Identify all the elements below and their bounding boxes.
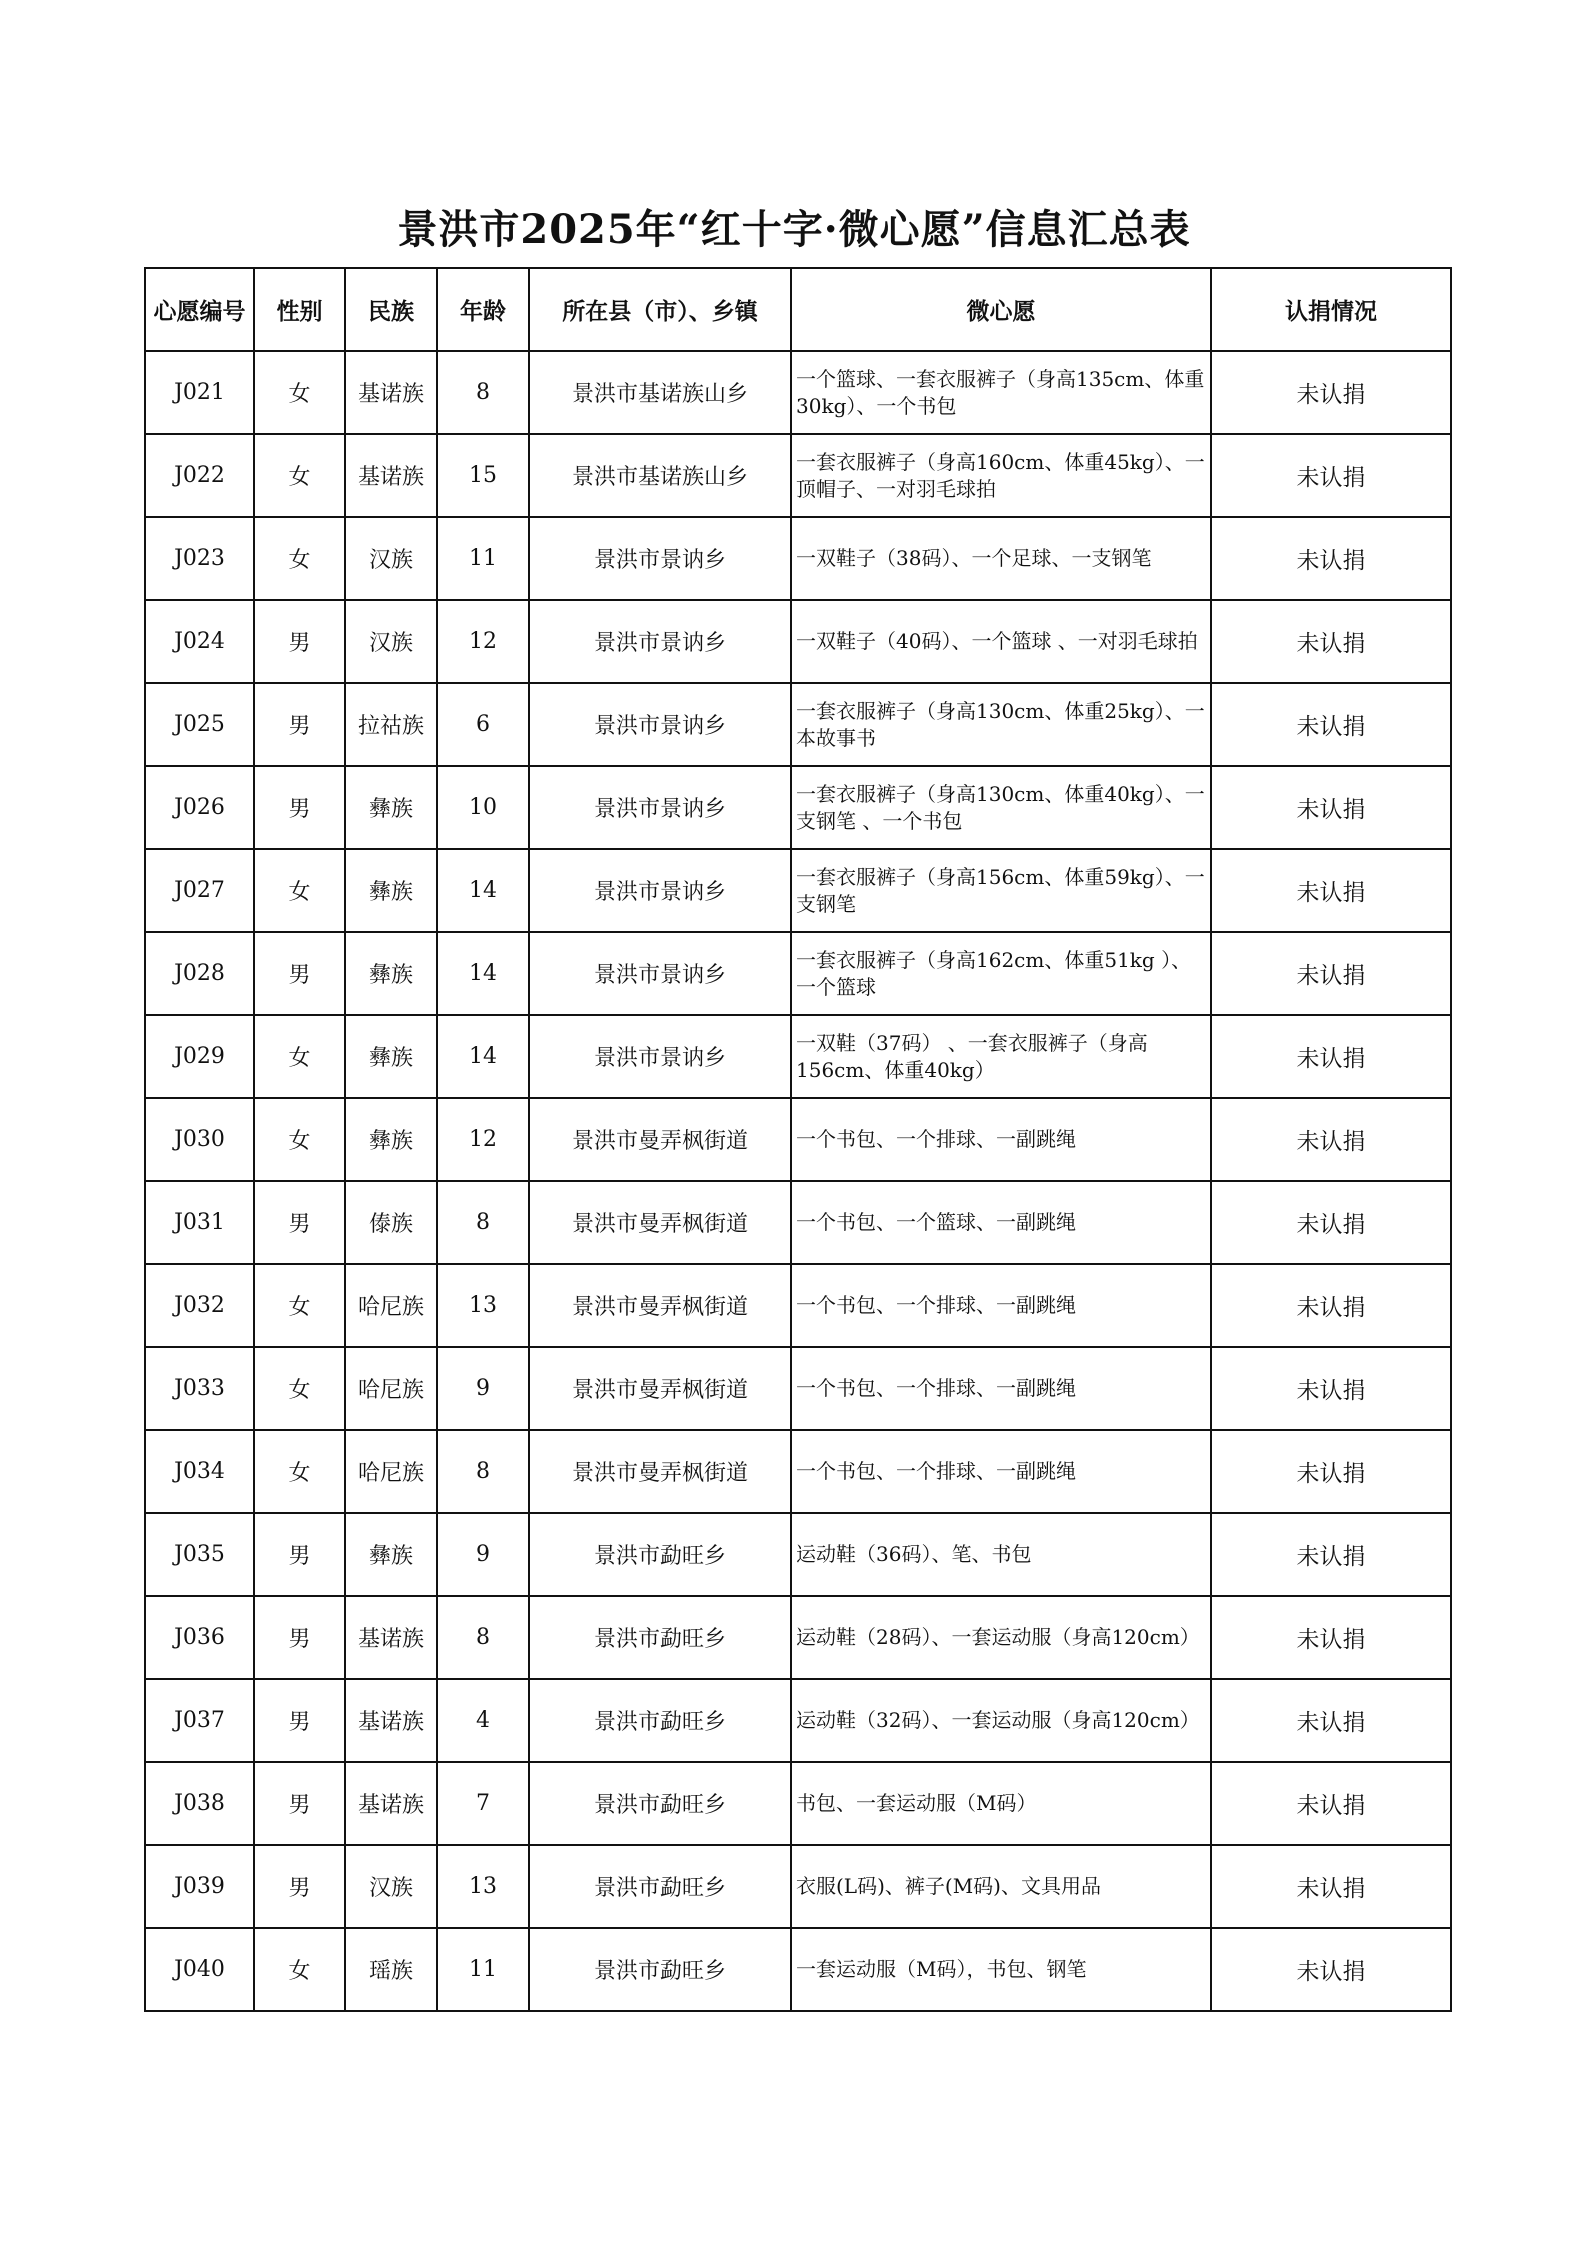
table-row bbox=[145, 1679, 1451, 1762]
cell-gender: 女 bbox=[254, 1928, 345, 2011]
cell-ethnicity: 基诺族 bbox=[345, 351, 437, 434]
table-row bbox=[145, 1015, 1451, 1098]
cell-status: 未认捐 bbox=[1211, 932, 1451, 1015]
header-gender: 性别 bbox=[254, 268, 345, 351]
cell-gender: 男 bbox=[254, 1181, 345, 1264]
cell-wish-id: J030 bbox=[145, 1098, 254, 1181]
cell-status: 未认捐 bbox=[1211, 434, 1451, 517]
cell-ethnicity: 基诺族 bbox=[345, 1762, 437, 1845]
table-row bbox=[145, 1596, 1451, 1679]
table-row bbox=[145, 1928, 1451, 2011]
cell-wish-id: J035 bbox=[145, 1513, 254, 1596]
table-row bbox=[145, 683, 1451, 766]
cell-wish-id: J034 bbox=[145, 1430, 254, 1513]
cell-age: 8 bbox=[437, 351, 529, 434]
cell-location: 景洪市曼弄枫街道 bbox=[529, 1347, 791, 1430]
cell-status: 未认捐 bbox=[1211, 351, 1451, 434]
header-age: 年龄 bbox=[437, 268, 529, 351]
cell-gender: 女 bbox=[254, 849, 345, 932]
cell-wish: 一个篮球、一套衣服裤子（身高135cm、体重30kg）、一个书包 bbox=[791, 351, 1211, 434]
cell-ethnicity: 傣族 bbox=[345, 1181, 437, 1264]
table-row bbox=[145, 434, 1451, 517]
cell-age: 13 bbox=[437, 1264, 529, 1347]
cell-wish: 运动鞋（36码）、笔、书包 bbox=[791, 1513, 1211, 1596]
cell-wish: 一双鞋子（40码）、一个篮球 、一对羽毛球拍 bbox=[791, 600, 1211, 683]
table-row bbox=[145, 766, 1451, 849]
cell-location: 景洪市景讷乡 bbox=[529, 766, 791, 849]
cell-wish: 一个书包、一个排球、一副跳绳 bbox=[791, 1430, 1211, 1513]
cell-location: 景洪市勐旺乡 bbox=[529, 1762, 791, 1845]
table-row bbox=[145, 351, 1451, 434]
cell-wish-id: J038 bbox=[145, 1762, 254, 1845]
cell-gender: 女 bbox=[254, 434, 345, 517]
cell-wish-id: J029 bbox=[145, 1015, 254, 1098]
cell-age: 14 bbox=[437, 1015, 529, 1098]
header-status: 认捐情况 bbox=[1211, 268, 1451, 351]
cell-wish: 书包、一套运动服（M码） bbox=[791, 1762, 1211, 1845]
table-row bbox=[145, 1845, 1451, 1928]
cell-status: 未认捐 bbox=[1211, 1845, 1451, 1928]
cell-age: 8 bbox=[437, 1596, 529, 1679]
cell-gender: 女 bbox=[254, 1430, 345, 1513]
cell-ethnicity: 基诺族 bbox=[345, 434, 437, 517]
cell-wish-id: J032 bbox=[145, 1264, 254, 1347]
cell-ethnicity: 汉族 bbox=[345, 600, 437, 683]
cell-wish: 一套衣服裤子（身高162cm、体重51kg ）、一个篮球 bbox=[791, 932, 1211, 1015]
cell-ethnicity: 基诺族 bbox=[345, 1596, 437, 1679]
cell-location: 景洪市勐旺乡 bbox=[529, 1513, 791, 1596]
cell-gender: 男 bbox=[254, 1845, 345, 1928]
cell-wish-id: J025 bbox=[145, 683, 254, 766]
table-row bbox=[145, 1430, 1451, 1513]
cell-ethnicity: 瑶族 bbox=[345, 1928, 437, 2011]
cell-location: 景洪市景讷乡 bbox=[529, 683, 791, 766]
cell-gender: 女 bbox=[254, 1098, 345, 1181]
table-row bbox=[145, 1264, 1451, 1347]
cell-age: 12 bbox=[437, 1098, 529, 1181]
cell-status: 未认捐 bbox=[1211, 1513, 1451, 1596]
cell-age: 9 bbox=[437, 1347, 529, 1430]
table-row bbox=[145, 1347, 1451, 1430]
cell-wish-id: J022 bbox=[145, 434, 254, 517]
cell-wish: 衣服(L码)、裤子(M码)、文具用品 bbox=[791, 1845, 1211, 1928]
cell-location: 景洪市勐旺乡 bbox=[529, 1928, 791, 2011]
cell-ethnicity: 彝族 bbox=[345, 1513, 437, 1596]
cell-wish: 一套衣服裤子（身高156cm、体重59kg）、一支钢笔 bbox=[791, 849, 1211, 932]
cell-location: 景洪市曼弄枫街道 bbox=[529, 1430, 791, 1513]
cell-ethnicity: 彝族 bbox=[345, 849, 437, 932]
cell-age: 14 bbox=[437, 932, 529, 1015]
cell-ethnicity: 彝族 bbox=[345, 1098, 437, 1181]
cell-location: 景洪市景讷乡 bbox=[529, 932, 791, 1015]
cell-wish-id: J028 bbox=[145, 932, 254, 1015]
cell-location: 景洪市曼弄枫街道 bbox=[529, 1098, 791, 1181]
cell-status: 未认捐 bbox=[1211, 1762, 1451, 1845]
cell-age: 15 bbox=[437, 434, 529, 517]
wish-summary-table bbox=[144, 267, 1452, 2012]
header-wish-id: 心愿编号 bbox=[145, 268, 254, 351]
cell-location: 景洪市景讷乡 bbox=[529, 600, 791, 683]
cell-gender: 男 bbox=[254, 1596, 345, 1679]
cell-ethnicity: 汉族 bbox=[345, 1845, 437, 1928]
cell-gender: 女 bbox=[254, 1347, 345, 1430]
cell-status: 未认捐 bbox=[1211, 683, 1451, 766]
cell-wish: 运动鞋（28码）、一套运动服（身高120cm） bbox=[791, 1596, 1211, 1679]
cell-wish: 一套运动服（M码），书包、钢笔 bbox=[791, 1928, 1211, 2011]
cell-wish: 一套衣服裤子（身高130cm、体重25kg）、一本故事书 bbox=[791, 683, 1211, 766]
cell-ethnicity: 拉祜族 bbox=[345, 683, 437, 766]
cell-status: 未认捐 bbox=[1211, 1596, 1451, 1679]
cell-wish: 一双鞋（37码） 、一套衣服裤子（身高156cm、体重40kg） bbox=[791, 1015, 1211, 1098]
table-header-row bbox=[145, 268, 1451, 351]
table-row bbox=[145, 600, 1451, 683]
cell-gender: 男 bbox=[254, 683, 345, 766]
cell-location: 景洪市曼弄枫街道 bbox=[529, 1181, 791, 1264]
cell-gender: 男 bbox=[254, 1513, 345, 1596]
cell-gender: 女 bbox=[254, 517, 345, 600]
cell-gender: 男 bbox=[254, 1762, 345, 1845]
cell-wish-id: J023 bbox=[145, 517, 254, 600]
cell-status: 未认捐 bbox=[1211, 600, 1451, 683]
cell-location: 景洪市基诺族山乡 bbox=[529, 351, 791, 434]
page-title: 景洪市2025年“红十字·微心愿”信息汇总表 bbox=[397, 206, 1191, 253]
table-row bbox=[145, 517, 1451, 600]
cell-age: 8 bbox=[437, 1430, 529, 1513]
cell-location: 景洪市勐旺乡 bbox=[529, 1679, 791, 1762]
cell-wish-id: J037 bbox=[145, 1679, 254, 1762]
cell-location: 景洪市景讷乡 bbox=[529, 849, 791, 932]
cell-location: 景洪市勐旺乡 bbox=[529, 1845, 791, 1928]
cell-age: 12 bbox=[437, 600, 529, 683]
cell-wish-id: J026 bbox=[145, 766, 254, 849]
cell-location: 景洪市勐旺乡 bbox=[529, 1596, 791, 1679]
cell-status: 未认捐 bbox=[1211, 1430, 1451, 1513]
cell-age: 11 bbox=[437, 517, 529, 600]
cell-ethnicity: 彝族 bbox=[345, 932, 437, 1015]
cell-location: 景洪市景讷乡 bbox=[529, 517, 791, 600]
cell-status: 未认捐 bbox=[1211, 517, 1451, 600]
cell-status: 未认捐 bbox=[1211, 1928, 1451, 2011]
cell-ethnicity: 汉族 bbox=[345, 517, 437, 600]
cell-age: 11 bbox=[437, 1928, 529, 2011]
cell-status: 未认捐 bbox=[1211, 1015, 1451, 1098]
cell-status: 未认捐 bbox=[1211, 1098, 1451, 1181]
cell-wish-id: J036 bbox=[145, 1596, 254, 1679]
cell-status: 未认捐 bbox=[1211, 1264, 1451, 1347]
cell-gender: 女 bbox=[254, 1264, 345, 1347]
cell-age: 10 bbox=[437, 766, 529, 849]
cell-location: 景洪市基诺族山乡 bbox=[529, 434, 791, 517]
cell-gender: 男 bbox=[254, 766, 345, 849]
cell-age: 14 bbox=[437, 849, 529, 932]
cell-status: 未认捐 bbox=[1211, 1347, 1451, 1430]
cell-gender: 女 bbox=[254, 351, 345, 434]
cell-wish-id: J021 bbox=[145, 351, 254, 434]
table-row bbox=[145, 1181, 1451, 1264]
table-row bbox=[145, 932, 1451, 1015]
cell-age: 9 bbox=[437, 1513, 529, 1596]
cell-wish: 一套衣服裤子（身高130cm、体重40kg）、一支钢笔 、一个书包 bbox=[791, 766, 1211, 849]
header-location: 所在县（市）、乡镇 bbox=[529, 268, 791, 351]
cell-wish: 一个书包、一个篮球、一副跳绳 bbox=[791, 1181, 1211, 1264]
cell-status: 未认捐 bbox=[1211, 766, 1451, 849]
cell-location: 景洪市景讷乡 bbox=[529, 1015, 791, 1098]
cell-status: 未认捐 bbox=[1211, 1181, 1451, 1264]
table-body bbox=[145, 351, 1451, 2011]
cell-wish-id: J033 bbox=[145, 1347, 254, 1430]
cell-ethnicity: 哈尼族 bbox=[345, 1264, 437, 1347]
cell-wish-id: J024 bbox=[145, 600, 254, 683]
cell-wish-id: J039 bbox=[145, 1845, 254, 1928]
table-row bbox=[145, 1762, 1451, 1845]
cell-age: 13 bbox=[437, 1845, 529, 1928]
cell-ethnicity: 基诺族 bbox=[345, 1679, 437, 1762]
cell-wish: 一套衣服裤子（身高160cm、体重45kg）、一顶帽子、一对羽毛球拍 bbox=[791, 434, 1211, 517]
cell-age: 6 bbox=[437, 683, 529, 766]
cell-age: 7 bbox=[437, 1762, 529, 1845]
table-row bbox=[145, 1513, 1451, 1596]
cell-gender: 男 bbox=[254, 932, 345, 1015]
table-row bbox=[145, 849, 1451, 932]
cell-status: 未认捐 bbox=[1211, 849, 1451, 932]
cell-gender: 女 bbox=[254, 1015, 345, 1098]
cell-gender: 男 bbox=[254, 1679, 345, 1762]
cell-wish-id: J040 bbox=[145, 1928, 254, 2011]
header-wish: 微心愿 bbox=[791, 268, 1211, 351]
cell-wish: 一个书包、一个排球、一副跳绳 bbox=[791, 1264, 1211, 1347]
cell-status: 未认捐 bbox=[1211, 1679, 1451, 1762]
cell-wish: 一个书包、一个排球、一副跳绳 bbox=[791, 1098, 1211, 1181]
cell-wish: 运动鞋（32码）、一套运动服（身高120cm） bbox=[791, 1679, 1211, 1762]
cell-wish-id: J031 bbox=[145, 1181, 254, 1264]
cell-wish: 一个书包、一个排球、一副跳绳 bbox=[791, 1347, 1211, 1430]
header-ethnicity: 民族 bbox=[345, 268, 437, 351]
cell-wish-id: J027 bbox=[145, 849, 254, 932]
cell-location: 景洪市曼弄枫街道 bbox=[529, 1264, 791, 1347]
cell-age: 4 bbox=[437, 1679, 529, 1762]
cell-age: 8 bbox=[437, 1181, 529, 1264]
cell-ethnicity: 彝族 bbox=[345, 766, 437, 849]
cell-ethnicity: 哈尼族 bbox=[345, 1430, 437, 1513]
cell-gender: 男 bbox=[254, 600, 345, 683]
table-row bbox=[145, 1098, 1451, 1181]
cell-wish: 一双鞋子（38码）、一个足球、一支钢笔 bbox=[791, 517, 1211, 600]
cell-ethnicity: 彝族 bbox=[345, 1015, 437, 1098]
cell-ethnicity: 哈尼族 bbox=[345, 1347, 437, 1430]
